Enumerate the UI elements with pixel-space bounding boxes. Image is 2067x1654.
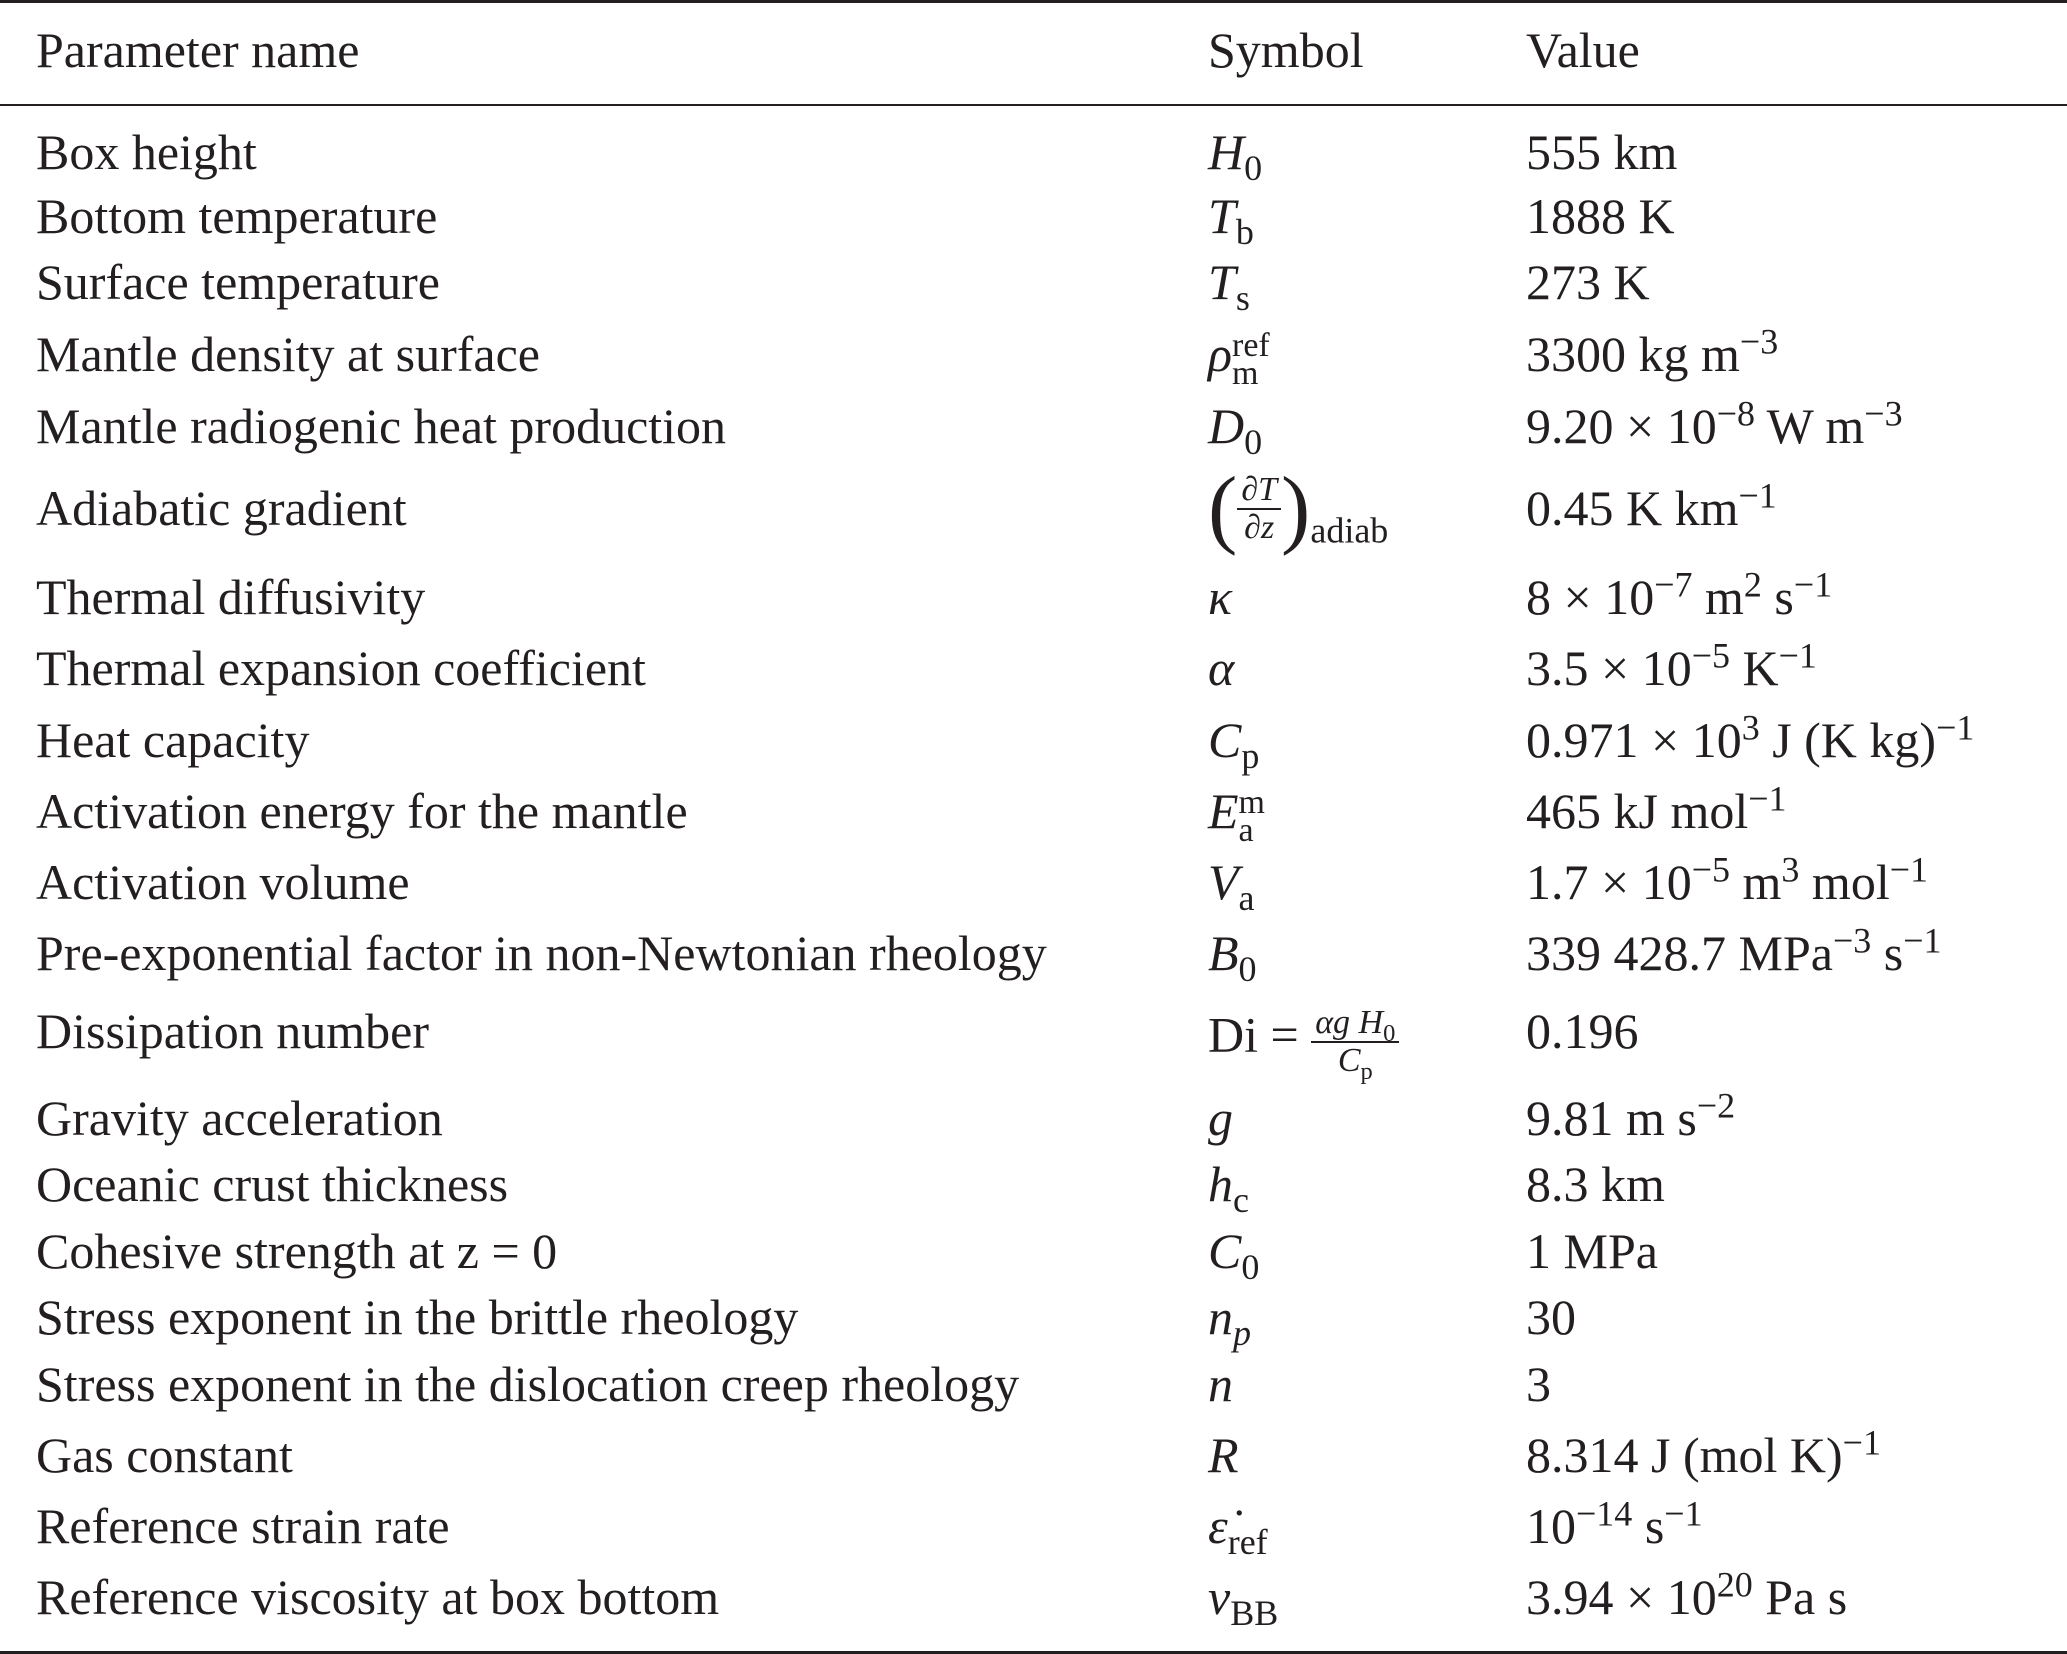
table-row	[0, 635, 2067, 698]
table-row	[0, 564, 2067, 627]
table-row	[0, 1287, 2067, 1353]
table-row	[0, 1085, 2067, 1148]
param-symbol: α	[1208, 640, 1235, 696]
header-rule	[0, 104, 2067, 106]
param-name: Activation energy for the mantle	[36, 783, 688, 839]
table-row	[0, 186, 2067, 252]
header-parameter-name: Parameter name	[36, 22, 360, 78]
top-rule	[0, 0, 2067, 3]
param-name: Cohesive strength at z = 0	[36, 1223, 558, 1279]
param-name: Gravity acceleration	[36, 1090, 443, 1146]
param-value: 555 km	[1526, 124, 1678, 180]
param-name: Mantle radiogenic heat production	[36, 398, 727, 454]
param-name: Adiabatic gradient	[36, 480, 407, 536]
param-value: $0.971 \times 10^3$ J (K kg)$^{-1}$	[1526, 707, 1975, 768]
param-name: Stress exponent in the brittle rheology	[36, 1289, 799, 1345]
param-name: Dissipation number	[36, 1003, 430, 1059]
param-symbol: $C_p$	[1208, 712, 1260, 776]
param-name: Mantle density at surface	[36, 326, 540, 382]
param-value: 0.45 K $km^{-1}$	[1526, 475, 1777, 536]
param-value: 9.81 m $s^{-2}$	[1526, 1085, 1736, 1146]
table-row	[0, 1154, 2067, 1220]
param-value: $3.94 \times 10^{20}$ Pa s	[1526, 1564, 1848, 1625]
param-name: Stress exponent in the dislocation creep rheology	[36, 1356, 1020, 1412]
param-value: $10^{-14}$ $s^{-1}$	[1526, 1493, 1703, 1554]
param-value: 1 MPa	[1526, 1223, 1658, 1279]
param-symbol: ρ ref m	[1208, 326, 1270, 392]
table-row	[0, 1354, 2067, 1414]
param-symbol: $H_0$	[1208, 124, 1263, 188]
param-name: Heat capacity	[36, 712, 310, 768]
param-value: 8.314 J (mol K)$^{-1}$	[1526, 1422, 1881, 1483]
param-symbol: $D_0$	[1208, 398, 1263, 462]
param-symbol: g	[1208, 1090, 1233, 1146]
param-symbol: R	[1208, 1427, 1239, 1483]
table-row	[0, 122, 2067, 188]
param-value: $3.5 \times 10^{-5}$ $K^{-1}$	[1526, 635, 1817, 696]
param-name: Reference viscosity at box bottom	[36, 1569, 720, 1625]
table-row	[0, 1422, 2067, 1485]
param-value: $1.7 \times 10^{-5}$ $m^3$ mol$^{-1}$	[1526, 849, 1929, 910]
param-name: Activation volume	[36, 854, 410, 910]
param-name: Reference strain rate	[36, 1498, 450, 1554]
param-name: Box height	[36, 124, 257, 180]
param-value: 30	[1526, 1289, 1576, 1345]
param-symbol: n	[1208, 1356, 1233, 1412]
table-row	[0, 920, 2067, 989]
table-row	[0, 1221, 2067, 1287]
param-name: Thermal expansion coefficient	[36, 640, 646, 696]
param-value: 273 K	[1526, 254, 1650, 310]
param-value: 0.196	[1526, 1003, 1639, 1059]
param-value: 3300 kg $m^{-3}$	[1526, 321, 1779, 382]
table-row	[0, 252, 2067, 318]
param-name: Surface temperature	[36, 254, 440, 310]
param-name: Bottom temperature	[36, 188, 438, 244]
table-row	[0, 707, 2067, 776]
param-symbol: $\nu_{BB}$	[1208, 1569, 1279, 1633]
param-symbol: $h_c$	[1208, 1156, 1249, 1220]
param-value: 465 kJ mol$^{-1}$	[1526, 778, 1787, 839]
param-symbol: $T_s$	[1208, 254, 1250, 318]
table-row	[0, 321, 2067, 392]
param-symbol: Di = $\frac{\alpha g H_0}{C_p}$	[1208, 1001, 1399, 1079]
param-symbol: E m a	[1208, 783, 1265, 849]
param-symbol: $B_0$	[1208, 925, 1257, 989]
table-row	[0, 849, 2067, 918]
param-value: $8 \times 10^{-7}$ $m^2$ $s^{-1}$	[1526, 564, 1833, 625]
param-symbol: κ	[1208, 569, 1232, 625]
param-name: Gas constant	[36, 1427, 293, 1483]
table-row	[0, 460, 2067, 557]
param-symbol: $T_b$	[1208, 188, 1254, 252]
param-value: 3	[1526, 1356, 1551, 1412]
param-symbol: $\varepsiloṅ_{ref}$	[1208, 1498, 1268, 1562]
param-value: $9.20 \times 10^{-8}$ W $m^{-3}$	[1526, 393, 1903, 454]
param-value: 8.3 km	[1526, 1156, 1665, 1212]
table-row	[0, 1564, 2067, 1633]
param-symbol: ( $\frac{\partial T}{\partial z}$ )$_{adiab}$	[1208, 460, 1389, 557]
param-symbol: $n_p$	[1208, 1289, 1251, 1353]
param-name: Oceanic crust thickness	[36, 1156, 509, 1212]
table-row	[0, 393, 2067, 462]
param-symbol: $V_a$	[1208, 854, 1255, 918]
header-value: Value	[1526, 22, 1640, 78]
table-row	[0, 1493, 2067, 1562]
param-value: 339 428.7 MPa$^{-3}$ $s^{-1}$	[1526, 920, 1942, 981]
param-symbol: $C_0$	[1208, 1223, 1260, 1287]
param-name: Thermal diffusivity	[36, 569, 426, 625]
table-row	[0, 778, 2067, 849]
header-symbol: Symbol	[1208, 22, 1364, 78]
param-value: 1888 K	[1526, 188, 1675, 244]
table-row	[0, 1001, 2067, 1085]
param-name: Pre-exponential factor in non-Newtonian rheology	[36, 925, 1047, 981]
